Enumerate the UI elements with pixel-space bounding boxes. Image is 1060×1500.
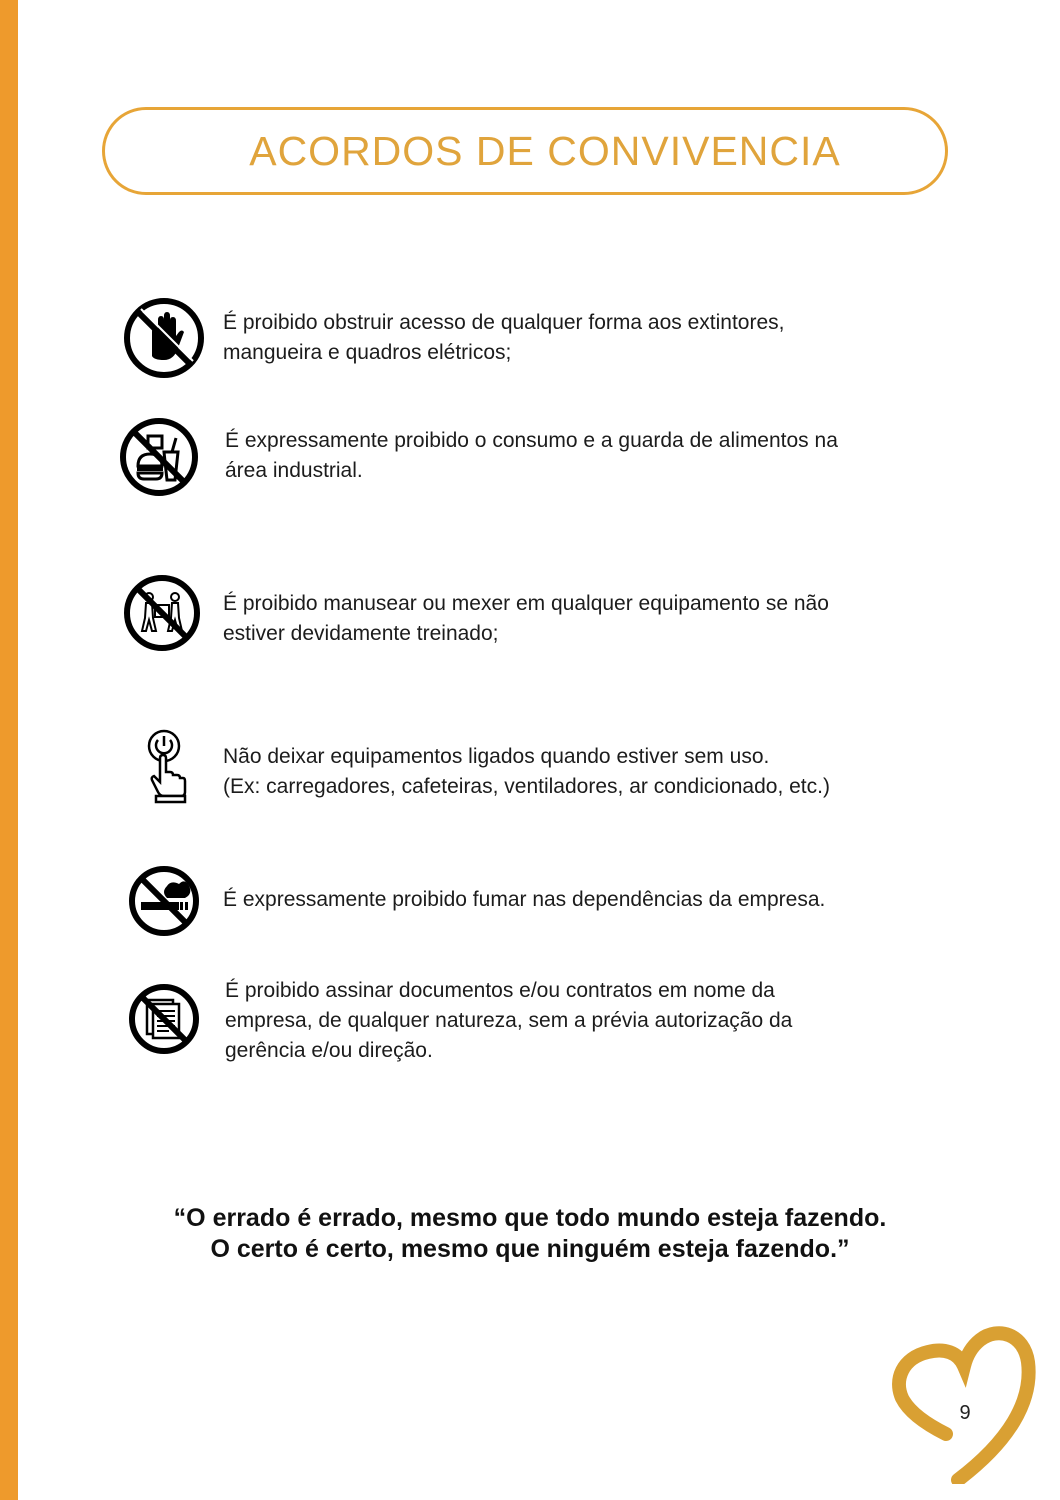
quote-line-1: “O errado é errado, mesmo que todo mundo esteja fazendo. [173, 1204, 887, 1232]
no-smoking-icon [127, 864, 201, 938]
page-number: 9 [959, 1402, 971, 1424]
rule-text-line: área industrial. [225, 459, 363, 482]
no-equipment-handling-icon [122, 573, 202, 653]
rule-text-line: empresa, de qualquer natureza, sem a prévia autorização da [225, 1009, 793, 1032]
rule-text-line: É proibido assinar documentos e/ou contratos em nome da [225, 979, 775, 1002]
rule-text-line: estiver devidamente treinado; [223, 622, 499, 645]
rule-text-line: Não deixar equipamentos ligados quando estiver sem uso. [223, 745, 770, 768]
no-touch-hand-icon [122, 296, 206, 380]
title-frame [102, 107, 948, 195]
orange-side-bar [0, 0, 18, 1500]
closing-quote [0, 1203, 1060, 1265]
rule-text-line: mangueira e quadros elétricos; [223, 341, 512, 364]
rule-text-line: É expressamente proibido o consumo e a guarda de alimentos na [225, 429, 838, 452]
power-button-icon [138, 728, 190, 804]
rule-text-line: gerência e/ou direção. [225, 1039, 433, 1062]
quote-line-2: O certo é certo, mesmo que ninguém esteja fazendo.” [210, 1235, 850, 1263]
rule-text-line: É proibido obstruir acesso de qualquer forma aos extintores, [223, 311, 785, 334]
rule-text-line: (Ex: carregadores, cafeteiras, ventiladores, ar condicionado, etc.) [223, 775, 830, 798]
rule-text-line: É expressamente proibido fumar nas dependências da empresa. [223, 888, 826, 911]
rule-text-line: É proibido manusear ou mexer em qualquer equipamento se não [223, 592, 829, 615]
no-food-icon [118, 416, 200, 498]
no-documents-icon [127, 982, 201, 1056]
page-title: ACORDOS DE CONVIVENCIA [249, 127, 841, 174]
